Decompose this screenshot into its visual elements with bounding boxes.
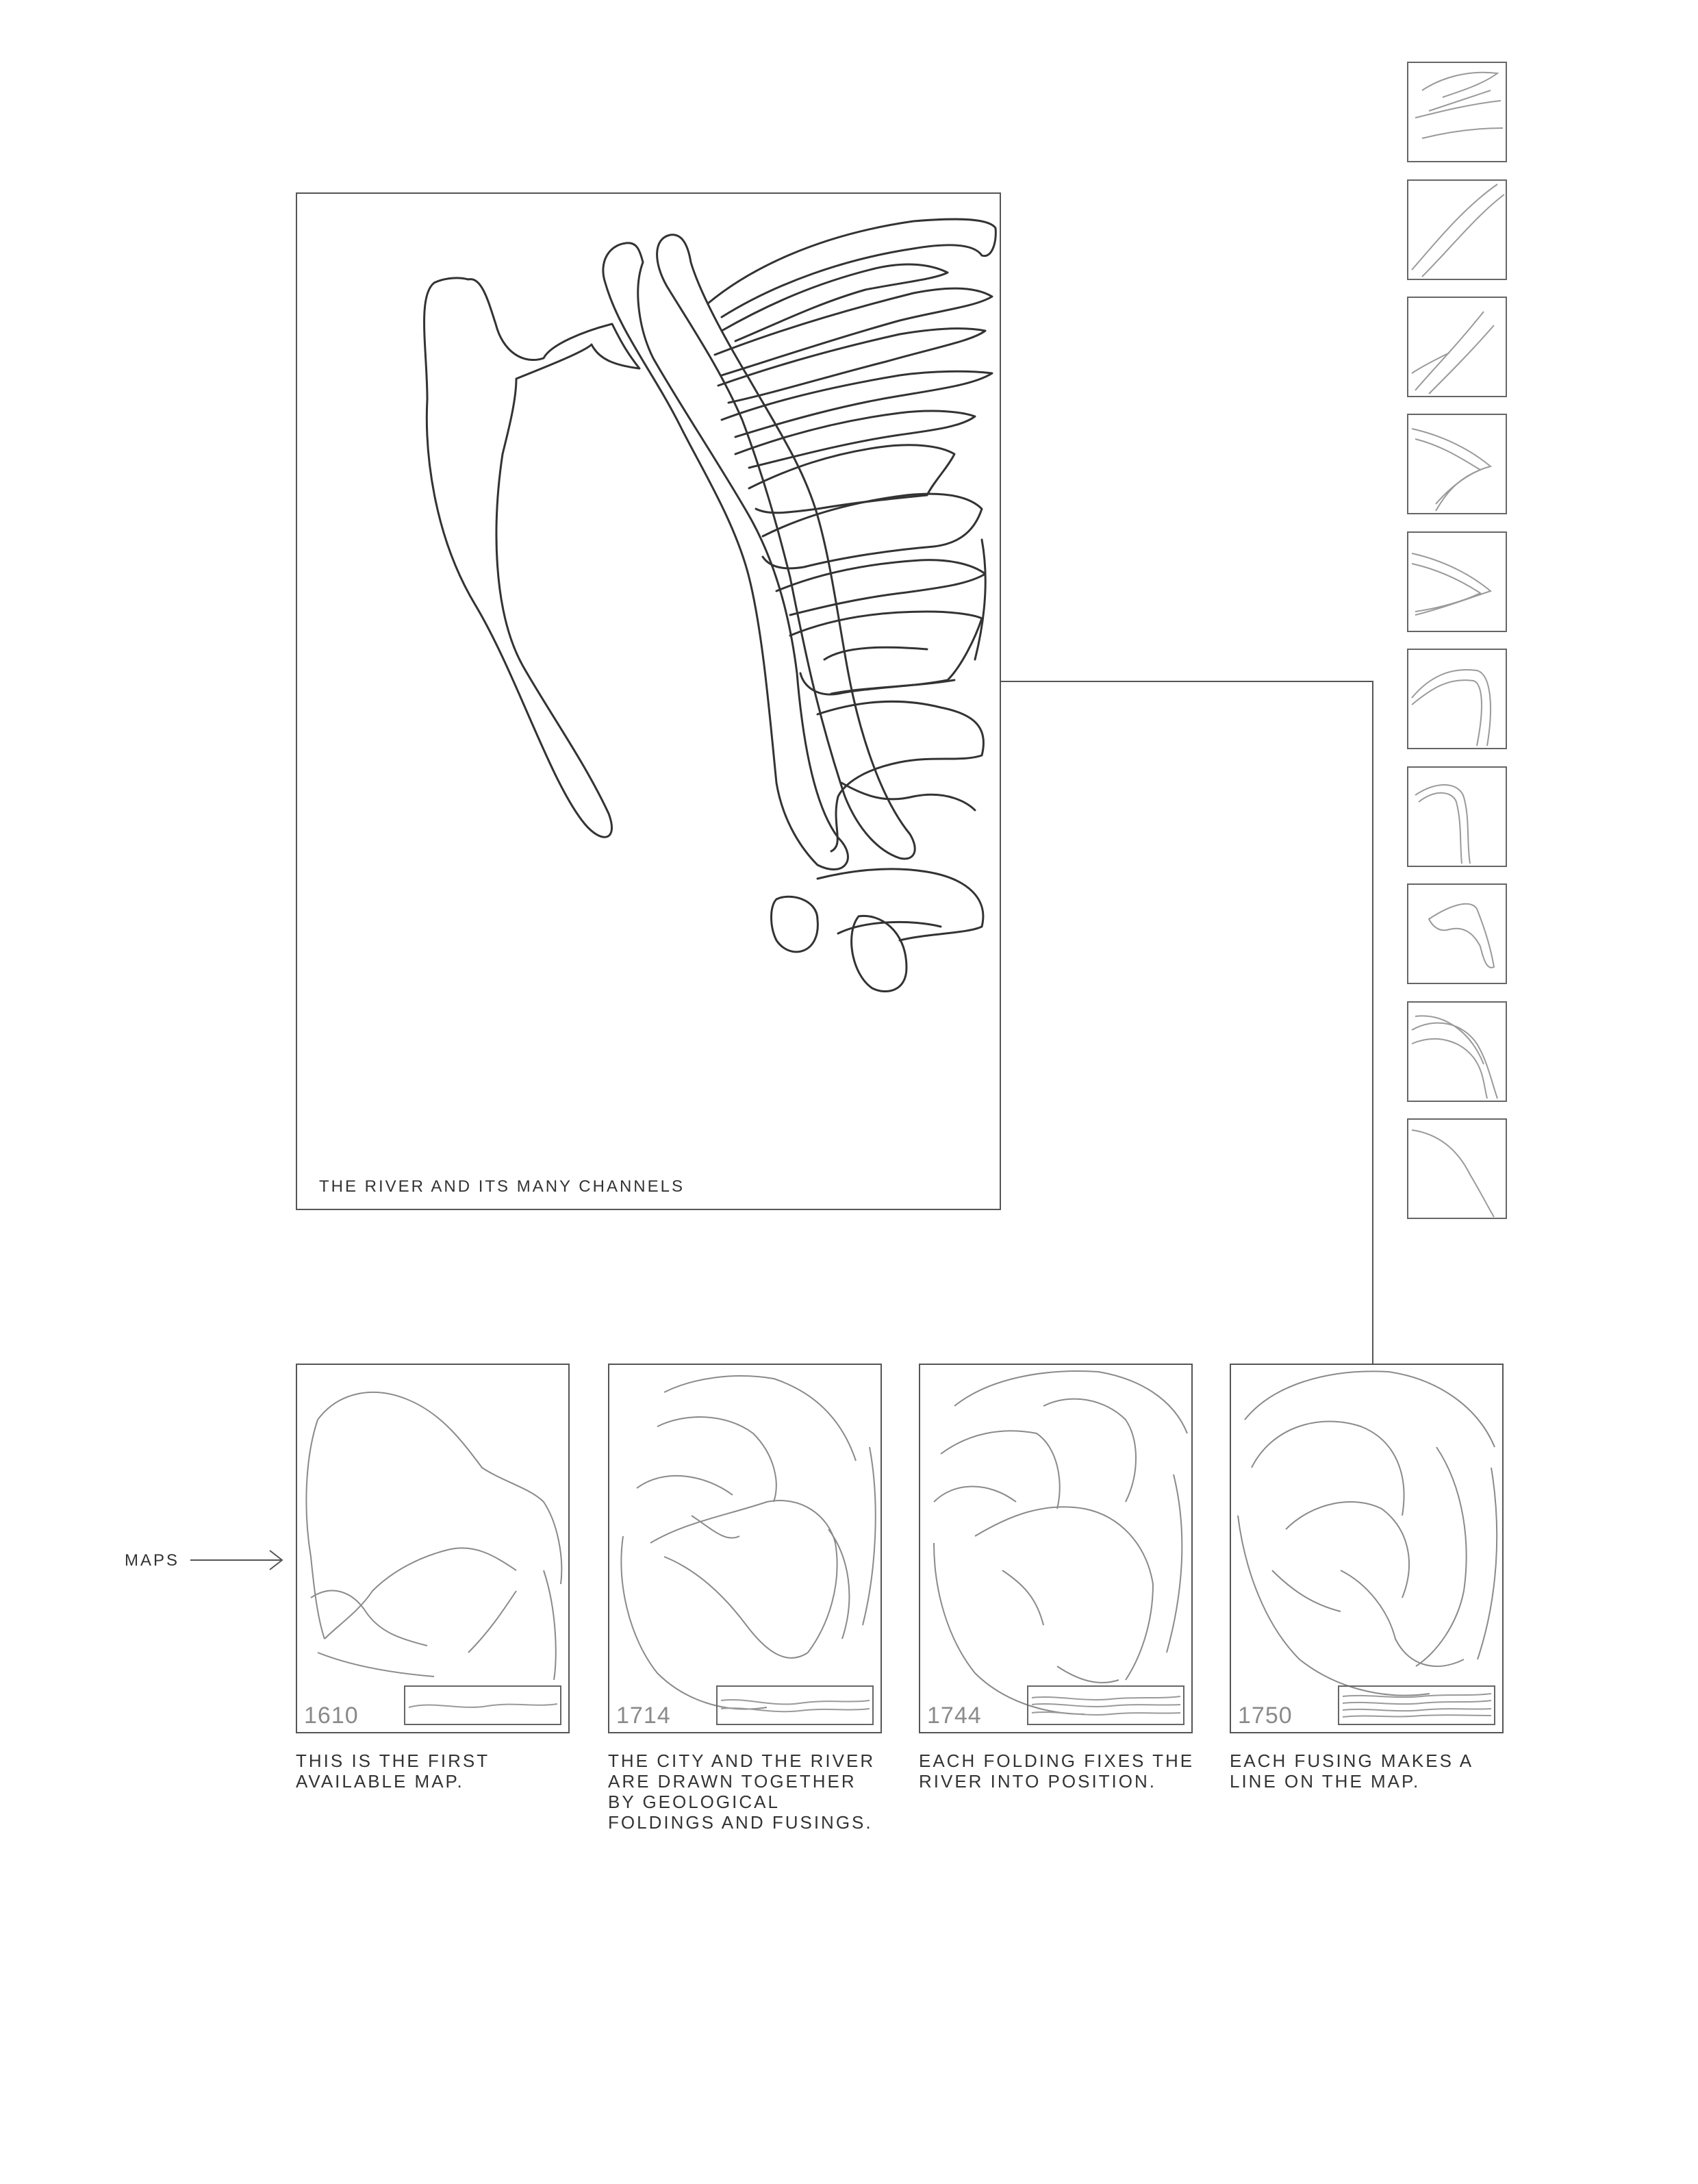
connector-main-to-1750 — [1001, 681, 1373, 1364]
river-strip-1744 — [1027, 1685, 1184, 1725]
panel-year-1714: 1714 — [616, 1703, 671, 1729]
river-strip-1610 — [404, 1685, 561, 1725]
map-panel-1610[interactable] — [296, 1364, 570, 1733]
river-strip-drawing — [1028, 1687, 1183, 1724]
map-1744-drawing — [920, 1365, 1191, 1732]
east-branch — [657, 235, 915, 859]
west-branch — [424, 278, 639, 837]
river-strip-drawing — [1339, 1687, 1494, 1724]
river-strip-1714 — [716, 1685, 874, 1725]
thumbnail-drawing — [1408, 63, 1506, 161]
thumbnail-drawing — [1408, 533, 1506, 631]
thumbnail-channel-5[interactable] — [1407, 531, 1507, 632]
thumbnail-drawing — [1408, 650, 1506, 748]
river-strip-1750 — [1338, 1685, 1495, 1725]
thumbnail-channel-3[interactable] — [1407, 297, 1507, 397]
thumbnail-drawing — [1408, 181, 1506, 279]
panel-description-1714: THE CITY AND THE RIVER ARE DRAWN TOGETHER BY GEOLOGICAL FOLDINGS AND FUSINGS. — [608, 1750, 876, 1833]
thumbnail-channel-6[interactable] — [1407, 649, 1507, 749]
thumbnail-channel-4[interactable] — [1407, 414, 1507, 514]
map-1714-drawing — [609, 1365, 880, 1732]
thumbnail-channel-8[interactable] — [1407, 883, 1507, 984]
thumbnail-channel-9[interactable] — [1407, 1001, 1507, 1102]
panel-year-1750: 1750 — [1238, 1703, 1293, 1729]
map-panel-1714[interactable] — [608, 1364, 882, 1733]
thumbnail-drawing — [1408, 1003, 1506, 1101]
panel-year-1610: 1610 — [304, 1703, 359, 1729]
thumbnail-channel-2[interactable] — [1407, 179, 1507, 280]
thumbnail-drawing — [1408, 1120, 1506, 1218]
maps-label: MAPS — [125, 1551, 180, 1570]
river-strip-drawing — [718, 1687, 872, 1724]
thumbnail-drawing — [1408, 885, 1506, 983]
map-panel-1750[interactable] — [1230, 1364, 1504, 1733]
panel-description-1744: EACH FOLDING FIXES THE RIVER INTO POSITION. — [919, 1750, 1195, 1792]
panel-description-1610: THIS IS THE FIRST AVAILABLE MAP. — [296, 1750, 490, 1792]
thumbnail-channel-10[interactable] — [1407, 1118, 1507, 1219]
thumbnail-channel-7[interactable] — [1407, 766, 1507, 867]
map-panel-1744[interactable] — [919, 1364, 1193, 1733]
river-channels-drawing — [297, 194, 1002, 1212]
thumbnail-channel-1[interactable] — [1407, 62, 1507, 162]
panel-year-1744: 1744 — [927, 1703, 982, 1729]
panel-description-1750: EACH FUSING MAKES A LINE ON THE MAP. — [1230, 1750, 1473, 1792]
main-river-map — [296, 192, 1001, 1210]
thumbnail-drawing — [1408, 298, 1506, 396]
river-strip-drawing — [405, 1687, 560, 1724]
maps-arrow-head — [270, 1551, 282, 1570]
thumbnail-drawing — [1408, 415, 1506, 513]
main-map-caption: THE RIVER AND ITS MANY CHANNELS — [319, 1177, 685, 1196]
map-1750-drawing — [1231, 1365, 1502, 1732]
map-1610-drawing — [297, 1365, 568, 1732]
thumbnail-drawing — [1408, 768, 1506, 866]
